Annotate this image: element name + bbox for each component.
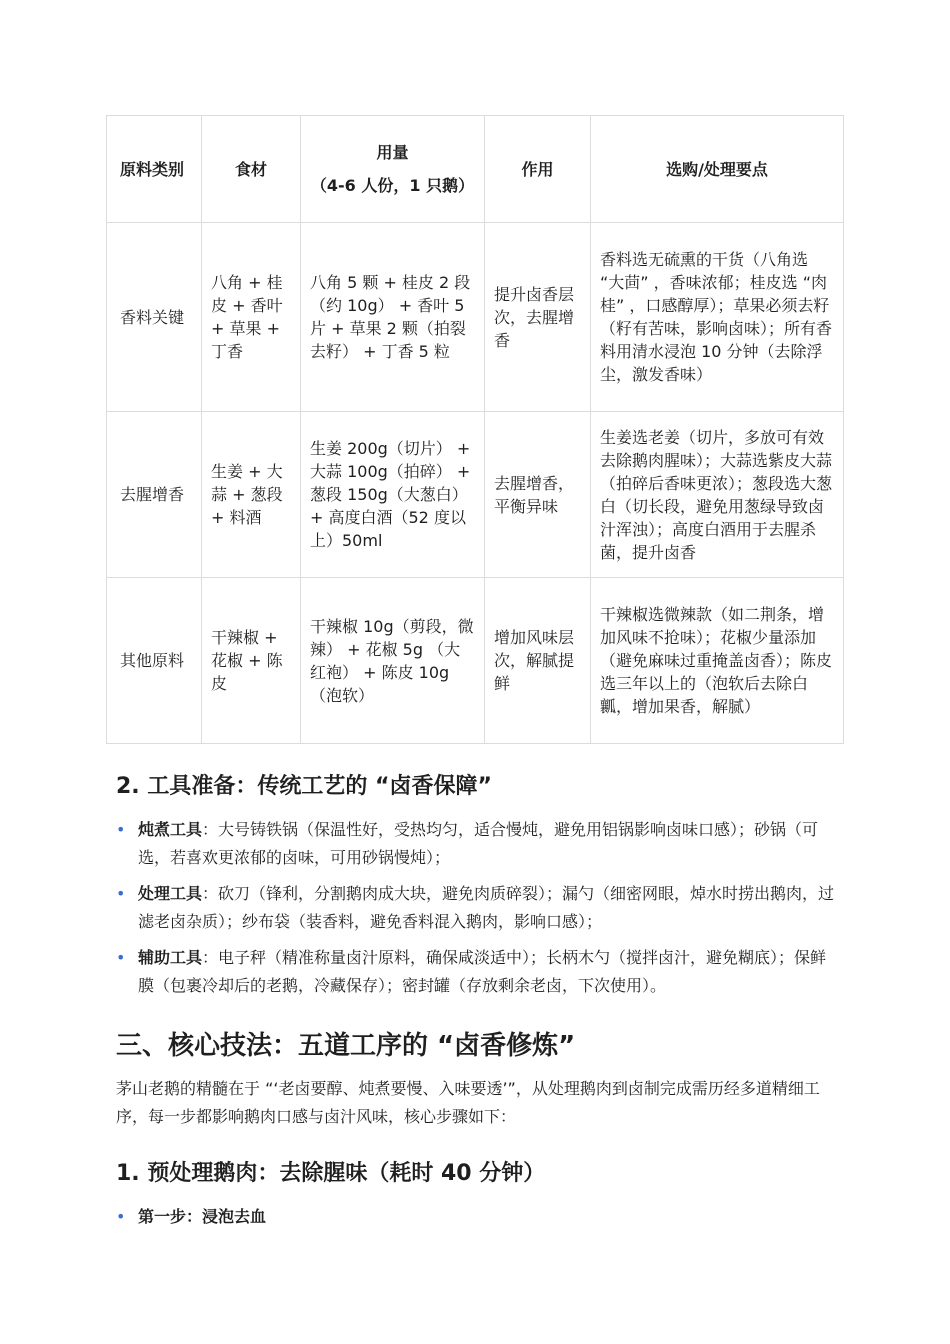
cell-effect: 增加风味层次，解腻提鲜 xyxy=(485,578,591,744)
cell-category: 其他原料 xyxy=(107,578,202,744)
bullet-icon: • xyxy=(116,820,126,839)
cell-amount: 干辣椒 10g（剪段，微辣） + 花椒 5g （大红袍） + 陈皮 10g（泡软） xyxy=(301,578,485,744)
intro-paragraph: 茅山老鹅的精髓在于 “‘老卤要醇、炖煮要慢、入味要透’”，从处理鹅肉到卤制完成需历经多道精细工序，每一步都影响鹅肉口感与卤汁风味，核心步骤如下： xyxy=(116,1079,820,1126)
cell-ingredient: 干辣椒 + 花椒 + 陈皮 xyxy=(202,578,301,744)
item-text: ：电子秤（精准称量卤汁原料，确保咸淡适中）；长柄木勺（搅拌卤汁，避免糊底）；保鲜膜（包裹冷却后的老鹅，冷藏保存）；密封罐（存放剩余老卤，下次使用）。 xyxy=(138,948,827,995)
header-tips: 选购/处理要点 xyxy=(591,116,844,223)
ingredient-table xyxy=(106,115,844,744)
header-effect: 作用 xyxy=(485,116,591,223)
step-label: 第一步：浸泡去血 xyxy=(138,1207,267,1226)
item-label: 炖煮工具 xyxy=(138,820,203,839)
table-row xyxy=(107,223,844,412)
list-item xyxy=(116,944,836,1000)
bullet-icon: • xyxy=(116,948,126,967)
table-row xyxy=(107,578,844,744)
cell-tips: 生姜选老姜（切片，多放可有效去除鹅肉腥味）；大蒜选紫皮大蒜（拍碎后香味更浓）；葱段选大葱白（切长段，避免用葱绿导致卤汁浑浊）；高度白酒用于去腥杀菌，提升卤香 xyxy=(591,412,844,578)
list-item xyxy=(116,880,836,936)
header-amount-sub: （4-6 人份，1 只鹅） xyxy=(310,176,475,195)
table-row xyxy=(107,412,844,578)
header-ingredient: 食材 xyxy=(202,116,301,223)
cell-ingredient: 生姜 + 大蒜 + 葱段 + 料酒 xyxy=(202,412,301,578)
list-item xyxy=(116,816,836,872)
tools-list xyxy=(116,816,836,1008)
cell-ingredient: 八角 + 桂皮 + 香叶 + 草果 + 丁香 xyxy=(202,223,301,412)
section-heading-tools: 2. 工具准备：传统工艺的 “卤香保障” xyxy=(116,774,492,799)
cell-tips: 香料选无硫熏的干货（八角选 “大茴” ，香味浓郁；桂皮选 “肉桂” ，口感醇厚）；草果必须去籽（籽有苦味，影响卤味）；所有香料用清水浸泡 10 分钟（去除浮尘，激发香味） xyxy=(591,223,844,412)
step-item xyxy=(116,1203,266,1231)
cell-category: 去腥增香 xyxy=(107,412,202,578)
section-heading-core: 三、核心技法：五道工序的 “卤香修炼” xyxy=(116,1031,576,1061)
cell-effect: 提升卤香层次，去腥增香 xyxy=(485,223,591,412)
table-header-row xyxy=(107,116,844,223)
cell-effect: 去腥增香，平衡异味 xyxy=(485,412,591,578)
item-label: 辅助工具 xyxy=(138,948,203,967)
item-text: ：砍刀（锋利，分割鹅肉成大块，避免肉质碎裂）；漏勺（细密网眼，焯水时捞出鹅肉，过滤老卤杂质）；纱布袋（装香料，避免香料混入鹅肉，影响口感）； xyxy=(138,884,835,931)
cell-amount: 八角 5 颗 + 桂皮 2 段（约 10g） + 香叶 5 片 + 草果 2 颗（拍裂去籽） + 丁香 5 粒 xyxy=(301,223,485,412)
item-label: 处理工具 xyxy=(138,884,203,903)
bullet-icon: • xyxy=(116,884,126,903)
cell-category: 香料关键 xyxy=(107,223,202,412)
cell-tips: 干辣椒选微辣款（如二荆条，增加风味不抢味）；花椒少量添加（避免麻味过重掩盖卤香）；陈皮选三年以上的（泡软后去除白瓤，增加果香，解腻） xyxy=(591,578,844,744)
header-amount xyxy=(301,116,485,223)
cell-amount: 生姜 200g（切片） + 大蒜 100g（拍碎） + 葱段 150g（大葱白） + 高度白酒（52 度以上）50ml xyxy=(301,412,485,578)
item-text: ：大号铸铁锅（保温性好，受热均匀，适合慢炖，避免用铝锅影响卤味口感）；砂锅（可选，若喜欢更浓郁的卤味，可用砂锅慢炖）； xyxy=(138,820,819,867)
header-category: 原料类别 xyxy=(107,116,202,223)
subsection-heading: 1. 预处理鹅肉：去除腥味（耗时 40 分钟） xyxy=(116,1161,546,1186)
header-amount-title: 用量 xyxy=(376,143,409,162)
bullet-icon: • xyxy=(116,1207,126,1226)
